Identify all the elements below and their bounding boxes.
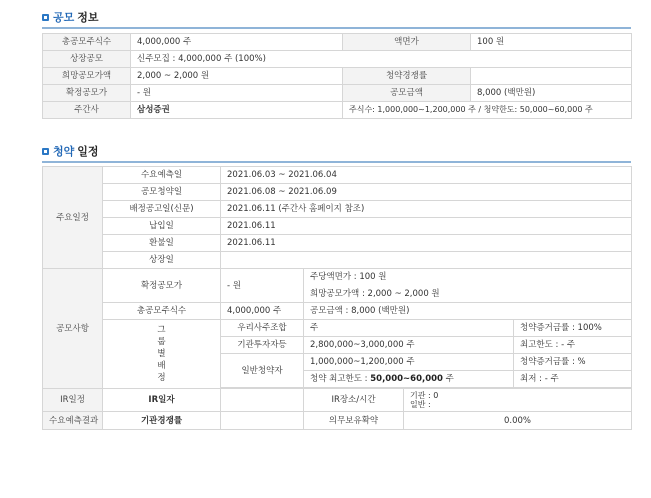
section-title-offer-info [42, 9, 99, 25]
label-inst-competition: 기관경쟁률 [103, 412, 221, 430]
value-competition-rate [471, 68, 632, 85]
schedule-label: 납입일 [103, 218, 221, 235]
value-hope-price: 2,000 ~ 2,000 원 [131, 68, 343, 85]
label-employee-union: 우리사주조합 [221, 320, 304, 337]
schedule-value: 2021.06.11 [221, 235, 632, 252]
value-lockup: 0.00% [404, 412, 632, 430]
vertical-char: 배 [157, 361, 166, 371]
section-title-text: 정보 [77, 11, 99, 24]
table-row [43, 412, 632, 430]
label-competition-rate: 청약경쟁률 [343, 68, 471, 85]
value-general-min: 최저 : - 주 [514, 371, 632, 388]
value-general-shares: 1,000,000~1,200,000 주 [304, 354, 514, 371]
schedule-label: 수요예측일 [103, 167, 221, 184]
schedule-value: 2021.06.03 ~ 2021.06.04 [221, 167, 632, 184]
section-title-schedule [42, 143, 99, 159]
label-general-subscriber: 일반청약자 [221, 354, 304, 388]
table-row [43, 320, 632, 337]
label-par-value: 액면가 [343, 34, 471, 51]
value-ir-date [221, 389, 304, 412]
label-demand-result: 수요예측결과 [43, 412, 103, 430]
schedule-label: 환불일 [103, 235, 221, 252]
label-lockup: 의무보유확약 [304, 412, 404, 430]
value-general-limit [304, 371, 514, 388]
value-underwriter: 삼성증권 [131, 102, 343, 119]
section-title-highlight: 청약 [53, 145, 75, 158]
table-row [43, 269, 632, 286]
value-par-value: 100 원 [471, 34, 632, 51]
table-row [43, 201, 632, 218]
vertical-char: 룹 [157, 337, 166, 347]
limit-suffix: 주 [442, 374, 454, 384]
schedule-value: 2021.06.11 (주간사 홈페이지 참조) [221, 201, 632, 218]
value-institution-max: 최고한도 : - 주 [514, 337, 632, 354]
value-confirmed-price: - 원 [131, 85, 343, 102]
table-row [43, 389, 632, 412]
label-ir-date: IR일자 [103, 389, 221, 412]
value-listing-offer: 신주모집 : 4,000,000 주 (100%) [131, 51, 632, 68]
table-row [43, 167, 632, 184]
table-row [43, 218, 632, 235]
table-row [43, 34, 632, 51]
label-group-allocation [103, 320, 221, 389]
value-offer-amount: 8,000 (백만원) [471, 85, 632, 102]
label-ir-schedule: IR일정 [43, 389, 103, 412]
section-title-highlight: 공모 [53, 11, 75, 24]
section-title-text: 일정 [77, 145, 99, 158]
value-shares-limit: 주식수: 1,000,000~1,200,000 주 / 청약한도: 50,000~60,000 주 [343, 102, 632, 119]
table-row [43, 102, 632, 119]
label-total-shares: 총공모주식수 [103, 303, 221, 320]
vertical-char: 정 [157, 373, 166, 383]
label-underwriter: 주간사 [43, 102, 131, 119]
limit-range: 50,000~60,000 [370, 374, 443, 384]
label-confirmed-price: 확정공모가 [103, 269, 221, 303]
table-row [43, 68, 632, 85]
schedule-value [221, 252, 632, 269]
schedule-table [42, 166, 632, 430]
value-employee-union: 주 [304, 320, 514, 337]
section-divider [42, 161, 631, 163]
label-ir-place: IR장소/시간 [304, 389, 404, 412]
vertical-char: 별 [157, 349, 166, 359]
value-general-deposit: 청약증거금률 : % [514, 354, 632, 371]
table-row [43, 51, 632, 68]
offer-info-table [42, 33, 632, 119]
table-row [43, 303, 632, 320]
label-offer-amount: 공모금액 [343, 85, 471, 102]
section-bullet-icon [42, 148, 49, 155]
label-main-schedule: 주요일정 [43, 167, 103, 269]
table-row [43, 184, 632, 201]
ir-place-general: 일반 : [410, 400, 431, 409]
value-inst-competition [221, 412, 304, 430]
label-hope-price: 희망공모가액 [43, 68, 131, 85]
value-total-shares: 4,000,000 주 [221, 303, 304, 320]
value-total-shares: 4,000,000 주 [131, 34, 343, 51]
schedule-label: 배정공고일(신문) [103, 201, 221, 218]
value-institution: 2,800,000~3,000,000 주 [304, 337, 514, 354]
schedule-label: 상장일 [103, 252, 221, 269]
ir-place-institution: 기관 : 0 [410, 391, 439, 400]
label-offer-items: 공모사항 [43, 269, 103, 389]
value-employee-deposit: 청약증거금률 : 100% [514, 320, 632, 337]
label-institution: 기관투자자등 [221, 337, 304, 354]
limit-prefix: 청약 최고한도 : [310, 374, 371, 384]
section-bullet-icon [42, 14, 49, 21]
schedule-value: 2021.06.11 [221, 218, 632, 235]
value-offer-amount: 공모금액 : 8,000 (백만원) [304, 303, 632, 320]
table-row [43, 85, 632, 102]
schedule-value: 2021.06.08 ~ 2021.06.09 [221, 184, 632, 201]
value-par: 주당액면가 : 100 원 [304, 269, 632, 286]
schedule-label: 공모청약일 [103, 184, 221, 201]
label-total-shares: 총공모주식수 [43, 34, 131, 51]
label-confirmed-price: 확정공모가 [43, 85, 131, 102]
value-hope-price: 희망공모가액 : 2,000 ~ 2,000 원 [304, 286, 632, 303]
value-ir-place [404, 389, 632, 412]
section-divider [42, 27, 631, 29]
table-row [43, 252, 632, 269]
table-row [43, 235, 632, 252]
label-listing-offer: 상장공모 [43, 51, 131, 68]
vertical-char: 그 [157, 325, 166, 335]
value-confirmed-price: - 원 [221, 269, 304, 303]
